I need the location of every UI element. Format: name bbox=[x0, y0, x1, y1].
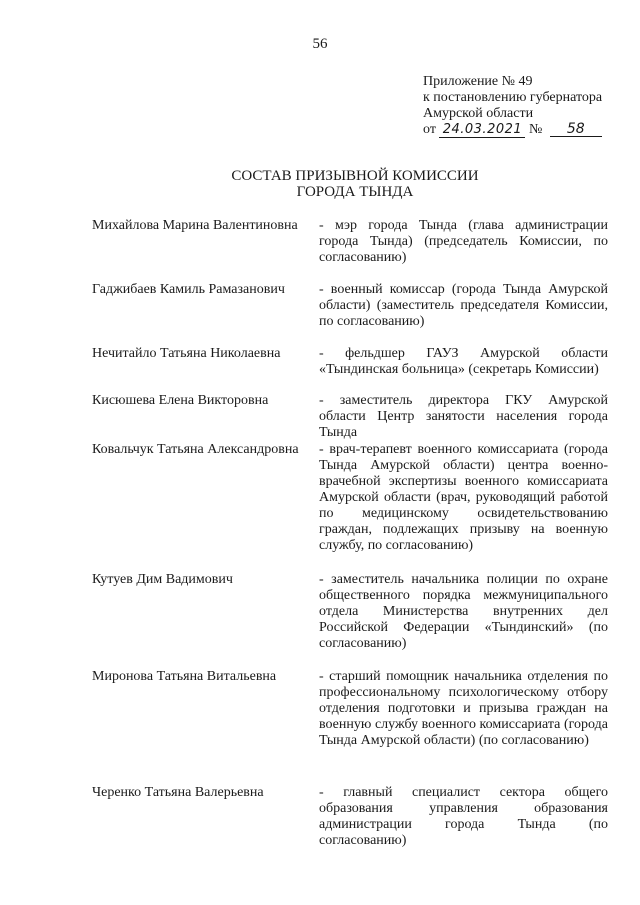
member-name: Нечитайло Татьяна Николаевна bbox=[92, 346, 281, 361]
member-role: - врач-терапевт военного комиссариата (города Тында Амурской области) центра военно-врачебной экспертизы военного комиссариата Амурской области (врач, руководящий работой по медицинскому освидетельствованию граждан, подлежащих призыву на военную службу, по согласованию) bbox=[319, 442, 608, 553]
appendix-line-1: Приложение № 49 bbox=[423, 74, 533, 89]
member-name: Кутуев Дим Вадимович bbox=[92, 572, 233, 587]
title-line-2: ГОРОДА ТЫНДА bbox=[296, 184, 414, 200]
member-name: Михайлова Марина Валентиновна bbox=[92, 218, 298, 233]
member-name: Ковальчук Татьяна Александровна bbox=[92, 442, 299, 457]
member-name: Гаджибаев Камиль Рамазанович bbox=[92, 282, 285, 297]
date-prefix: от bbox=[423, 122, 436, 137]
member-name: Кисюшева Елена Викторовна bbox=[92, 393, 269, 408]
member-name: Черенко Татьяна Валерьевна bbox=[92, 785, 264, 800]
appendix-line-3: Амурской области bbox=[423, 106, 534, 121]
member-name: Миронова Татьяна Витальевна bbox=[92, 669, 277, 684]
handwritten-number: 58 bbox=[550, 122, 602, 137]
appendix-line-2: к постановлению губернатора bbox=[423, 90, 603, 105]
member-role: - фельдшер ГАУЗ Амурской области «Тындинская больница» (секретарь Комиссии) bbox=[319, 346, 608, 377]
number-prefix: № bbox=[528, 122, 543, 137]
handwritten-date: 24.03.2021 bbox=[439, 123, 525, 138]
title-line-1: СОСТАВ ПРИЗЫВНОЙ КОМИССИИ bbox=[231, 168, 479, 184]
member-role: - заместитель директора ГКУ Амурской области Центр занятости населения города Тында bbox=[319, 393, 608, 440]
member-role: - заместитель начальника полиции по охране общественного порядка межмуниципального отдела Министерства внутренних дел Российской Федерации «Тындинский» (по согласованию) bbox=[319, 572, 608, 651]
member-role: - военный комиссар (города Тында Амурской области) (заместитель председателя Комиссии, по согласованию) bbox=[319, 282, 608, 329]
member-role: - мэр города Тында (глава администрации города Тында) (председатель Комиссии, по согласованию) bbox=[319, 218, 608, 265]
member-role: - главный специалист сектора общего образования управления образования администрации города Тында (по согласованию) bbox=[319, 785, 608, 848]
member-role: - старший помощник начальника отделения по профессиональному психологическому отбору отделения подготовки и призыва граждан на военную службу военного комиссариата (города Тында Амурской области) (по согласованию) bbox=[319, 669, 608, 748]
page-number: 56 bbox=[312, 36, 328, 52]
